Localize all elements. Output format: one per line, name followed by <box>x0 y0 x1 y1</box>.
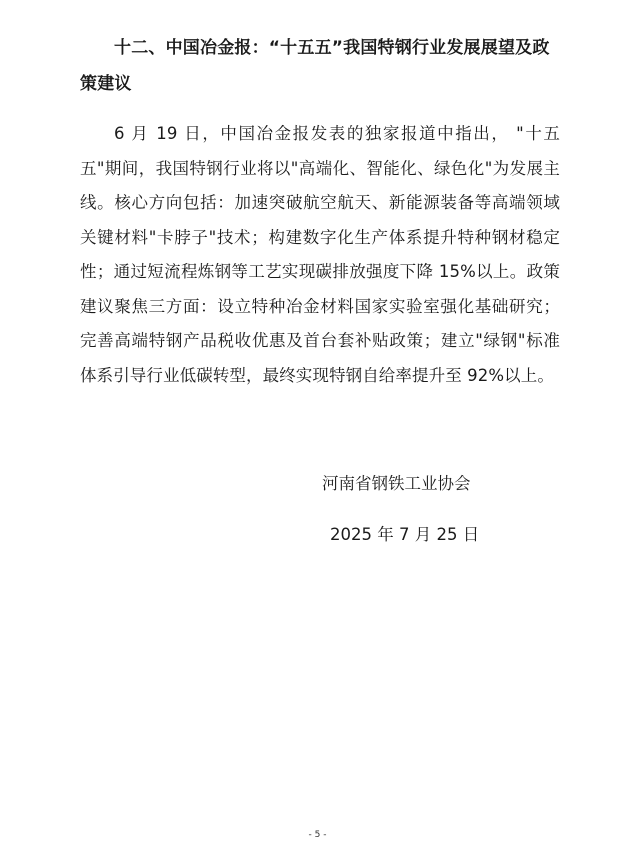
body-paragraph: 6 月 19 日，中国冶金报发表的独家报道中指出， "十五五"期间，我国特钢行业将以"高端化、智能化、绿色化"为发展主线。核心方向包括：加速突破航空航天、新能源装备等高端领域关键材料"卡脖子"技术；构建数字化生产体系提升特种钢材稳定性；通过短流程炼钢等工艺实现碳排放强度下降 15%以上。政策建议聚焦三方面：设立特种冶金材料国家实验室强化基础研究；完善高端特钢产品税收优惠及首台套补贴政策；建立"绿钢"标准体系引导行业低碳转型，最终实现特钢自给率提升至 92%以上。 <box>80 124 560 385</box>
signature-organization: 河南省钢铁工业协会 <box>322 474 471 493</box>
signature-date: 2025 年 7 月 25 日 <box>330 525 480 544</box>
section-heading: 十二、中国冶金报：“十五五”我国特钢行业发展展望及政策建议 <box>80 38 550 94</box>
page-number: - 5 - <box>308 830 327 840</box>
